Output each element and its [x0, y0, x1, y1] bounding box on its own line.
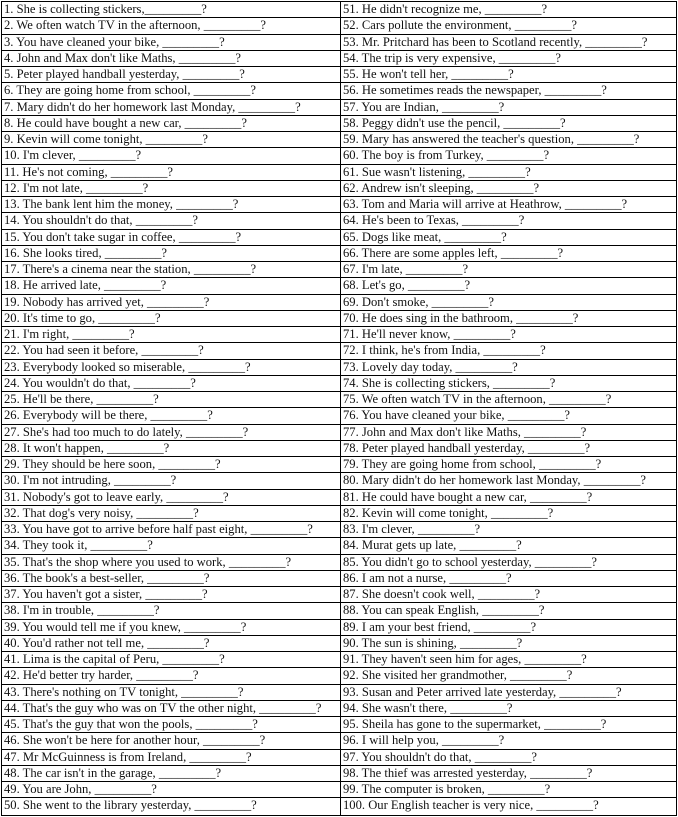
question-row: 64. He's been to Texas, _________?	[341, 213, 677, 229]
question-row: 99. The computer is broken, _________?	[341, 782, 677, 798]
question-row: 75. We often watch TV in the afternoon, _________?	[341, 392, 677, 408]
question-row: 86. I am not a nurse, _________?	[341, 571, 677, 587]
question-row: 97. You shouldn't do that, _________?	[341, 750, 677, 766]
question-row: 50. She went to the library yesterday, _________?	[4, 798, 257, 813]
question-row: 7. Mary didn't do her homework last Monday, _________?	[2, 100, 340, 116]
question-row: 74. She is collecting stickers, _________?	[341, 376, 677, 392]
question-row: 90. The sun is shining, _________?	[341, 636, 677, 652]
question-row: 85. You didn't go to school yesterday, _________?	[341, 555, 677, 571]
question-row: 8. He could have bought a new car, _________?	[2, 116, 340, 132]
question-row: 96. I will help you, _________?	[341, 733, 677, 749]
question-row: 60. The boy is from Turkey, _________?	[341, 148, 677, 164]
worksheet-table	[1, 1, 677, 816]
question-row: 14. You shouldn't do that, _________?	[2, 213, 340, 229]
question-row: 80. Mary didn't do her homework last Monday, _________?	[341, 473, 677, 489]
question-row: 39. You would tell me if you knew, _________?	[2, 620, 340, 636]
question-row: 13. The bank lent him the money, _________?	[2, 197, 340, 213]
question-row: 12. I'm not late, _________?	[2, 181, 340, 197]
question-row: 56. He sometimes reads the newspaper, _________?	[341, 83, 677, 99]
question-row: 10. I'm clever, _________?	[2, 148, 340, 164]
question-row: 15. You don't take sugar in coffee, _________?	[2, 230, 340, 246]
question-row: 73. Lovely day today, _________?	[341, 360, 677, 376]
question-row: 78. Peter played handball yesterday, _________?	[341, 441, 677, 457]
question-row: 31. Nobody's got to leave early, _________?	[2, 490, 340, 506]
question-row: 6. They are going home from school, _________?	[2, 83, 340, 99]
question-row: 20. It's time to go, _________?	[2, 311, 340, 327]
question-row: 77. John and Max don't like Maths, _________?	[341, 425, 677, 441]
question-row: 93. Susan and Peter arrived late yesterday, _________?	[341, 685, 677, 701]
question-row: 28. It won't happen, _________?	[2, 441, 340, 457]
question-row: 84. Murat gets up late, _________?	[341, 538, 677, 554]
question-row: 100. Our English teacher is very nice, _________?	[343, 798, 599, 813]
question-row: 29. They should be here soon, _________?	[2, 457, 340, 473]
question-row: 35. That's the shop where you used to work, _________?	[2, 555, 340, 571]
question-row: 63. Tom and Maria will arrive at Heathrow, _________?	[341, 197, 677, 213]
question-row: 43. There's nothing on TV tonight, _________?	[2, 685, 340, 701]
question-row: 92. She visited her grandmother, _________?	[341, 668, 677, 684]
question-row: 36. The book's a best-seller, _________?	[2, 571, 340, 587]
question-row: 32. That dog's very noisy, _________?	[2, 506, 340, 522]
question-row: 58. Peggy didn't use the pencil, _________?	[341, 116, 677, 132]
question-row: 40. You'd rather not tell me, _________?	[2, 636, 340, 652]
question-row: 55. He won't tell her, _________?	[341, 67, 677, 83]
question-row: 49. You are John, _________?	[2, 782, 340, 798]
question-row: 98. The thief was arrested yesterday, _________?	[341, 766, 677, 782]
question-row: 62. Andrew isn't sleeping, _________?	[341, 181, 677, 197]
question-row: 76. You have cleaned your bike, _________?	[341, 408, 677, 424]
question-row: 66. There are some apples left, _________?	[341, 246, 677, 262]
question-row: 30. I'm not intruding, _________?	[2, 473, 340, 489]
question-row: 37. You haven't got a sister, _________?	[2, 587, 340, 603]
left-column	[2, 2, 341, 815]
question-row: 2. We often watch TV in the afternoon, _________?	[2, 18, 340, 34]
question-row: 71. He'll never know, _________?	[341, 327, 677, 343]
question-row: 25. He'll be there, _________?	[2, 392, 340, 408]
question-row: 11. He's not coming, _________?	[2, 165, 340, 181]
question-row: 79. They are going home from school, _________?	[341, 457, 677, 473]
question-row: 24. You wouldn't do that, _________?	[2, 376, 340, 392]
question-row: 18. He arrived late, _________?	[2, 278, 340, 294]
question-row: 44. That's the guy who was on TV the other night, _________?	[2, 701, 340, 717]
question-row: 52. Cars pollute the environment, _________?	[341, 18, 677, 34]
question-row: 41. Lima is the capital of Peru, _________?	[2, 652, 340, 668]
question-row: 22. You had seen it before, _________?	[2, 343, 340, 359]
question-row: 61. Sue wasn't listening, _________?	[341, 165, 677, 181]
question-row: 38. I'm in trouble, _________?	[2, 603, 340, 619]
question-row: 83. I'm clever, _________?	[341, 522, 677, 538]
question-row: 53. Mr. Pritchard has been to Scotland recently, _________?	[341, 35, 677, 51]
question-row: 51. He didn't recognize me, _________?	[341, 2, 677, 18]
question-row: 9. Kevin will come tonight, _________?	[2, 132, 340, 148]
question-row: 48. The car isn't in the garage, _________?	[2, 766, 340, 782]
question-row: 3. You have cleaned your bike, _________?	[2, 35, 340, 51]
question-row: 19. Nobody has arrived yet, _________?	[2, 295, 340, 311]
question-row: 82. Kevin will come tonight, _________?	[341, 506, 677, 522]
question-row: 1. She is collecting stickers,_________?	[2, 2, 340, 18]
question-row: 54. The trip is very expensive, _________?	[341, 51, 677, 67]
question-row: 26. Everybody will be there, _________?	[2, 408, 340, 424]
question-row: 88. You can speak English, _________?	[341, 603, 677, 619]
question-row: 72. I think, he's from India, _________?	[341, 343, 677, 359]
question-row: 27. She's had too much to do lately, _________?	[2, 425, 340, 441]
question-row: 47. Mr McGuinness is from Ireland, _________?	[2, 750, 340, 766]
question-row: 94. She wasn't there, _________?	[341, 701, 677, 717]
question-row: 65. Dogs like meat, _________?	[341, 230, 677, 246]
question-row: 23. Everybody looked so miserable, _________?	[2, 360, 340, 376]
question-row: 42. He'd better try harder, _________?	[2, 668, 340, 684]
question-row: 70. He does sing in the bathroom, _________?	[341, 311, 677, 327]
question-row: 34. They took it, _________?	[2, 538, 340, 554]
question-row: 59. Mary has answered the teacher's question, _________?	[341, 132, 677, 148]
question-row: 87. She doesn't cook well, _________?	[341, 587, 677, 603]
question-row: 95. Sheila has gone to the supermarket, _________?	[341, 717, 677, 733]
question-row: 69. Don't smoke, _________?	[341, 295, 677, 311]
question-row: 67. I'm late, _________?	[341, 262, 677, 278]
question-row: 17. There's a cinema near the station, _________?	[2, 262, 340, 278]
question-row: 89. I am your best friend, _________?	[341, 620, 677, 636]
question-row: 21. I'm right, _________?	[2, 327, 340, 343]
question-row: 5. Peter played handball yesterday, _________?	[2, 67, 340, 83]
question-row: 4. John and Max don't like Maths, _________?	[2, 51, 340, 67]
question-row: 68. Let's go, _________?	[341, 278, 677, 294]
question-row: 81. He could have bought a new car, _________?	[341, 490, 677, 506]
question-row: 46. She won't be here for another hour, _________?	[2, 733, 340, 749]
right-column	[341, 2, 677, 815]
question-row: 45. That's the guy that won the pools, _________?	[2, 717, 340, 733]
question-row: 33. You have got to arrive before half past eight, _________?	[2, 522, 340, 538]
question-row: 16. She looks tired, _________?	[2, 246, 340, 262]
question-row: 57. You are Indian, _________?	[341, 100, 677, 116]
question-row: 91. They haven't seen him for ages, _________?	[341, 652, 677, 668]
